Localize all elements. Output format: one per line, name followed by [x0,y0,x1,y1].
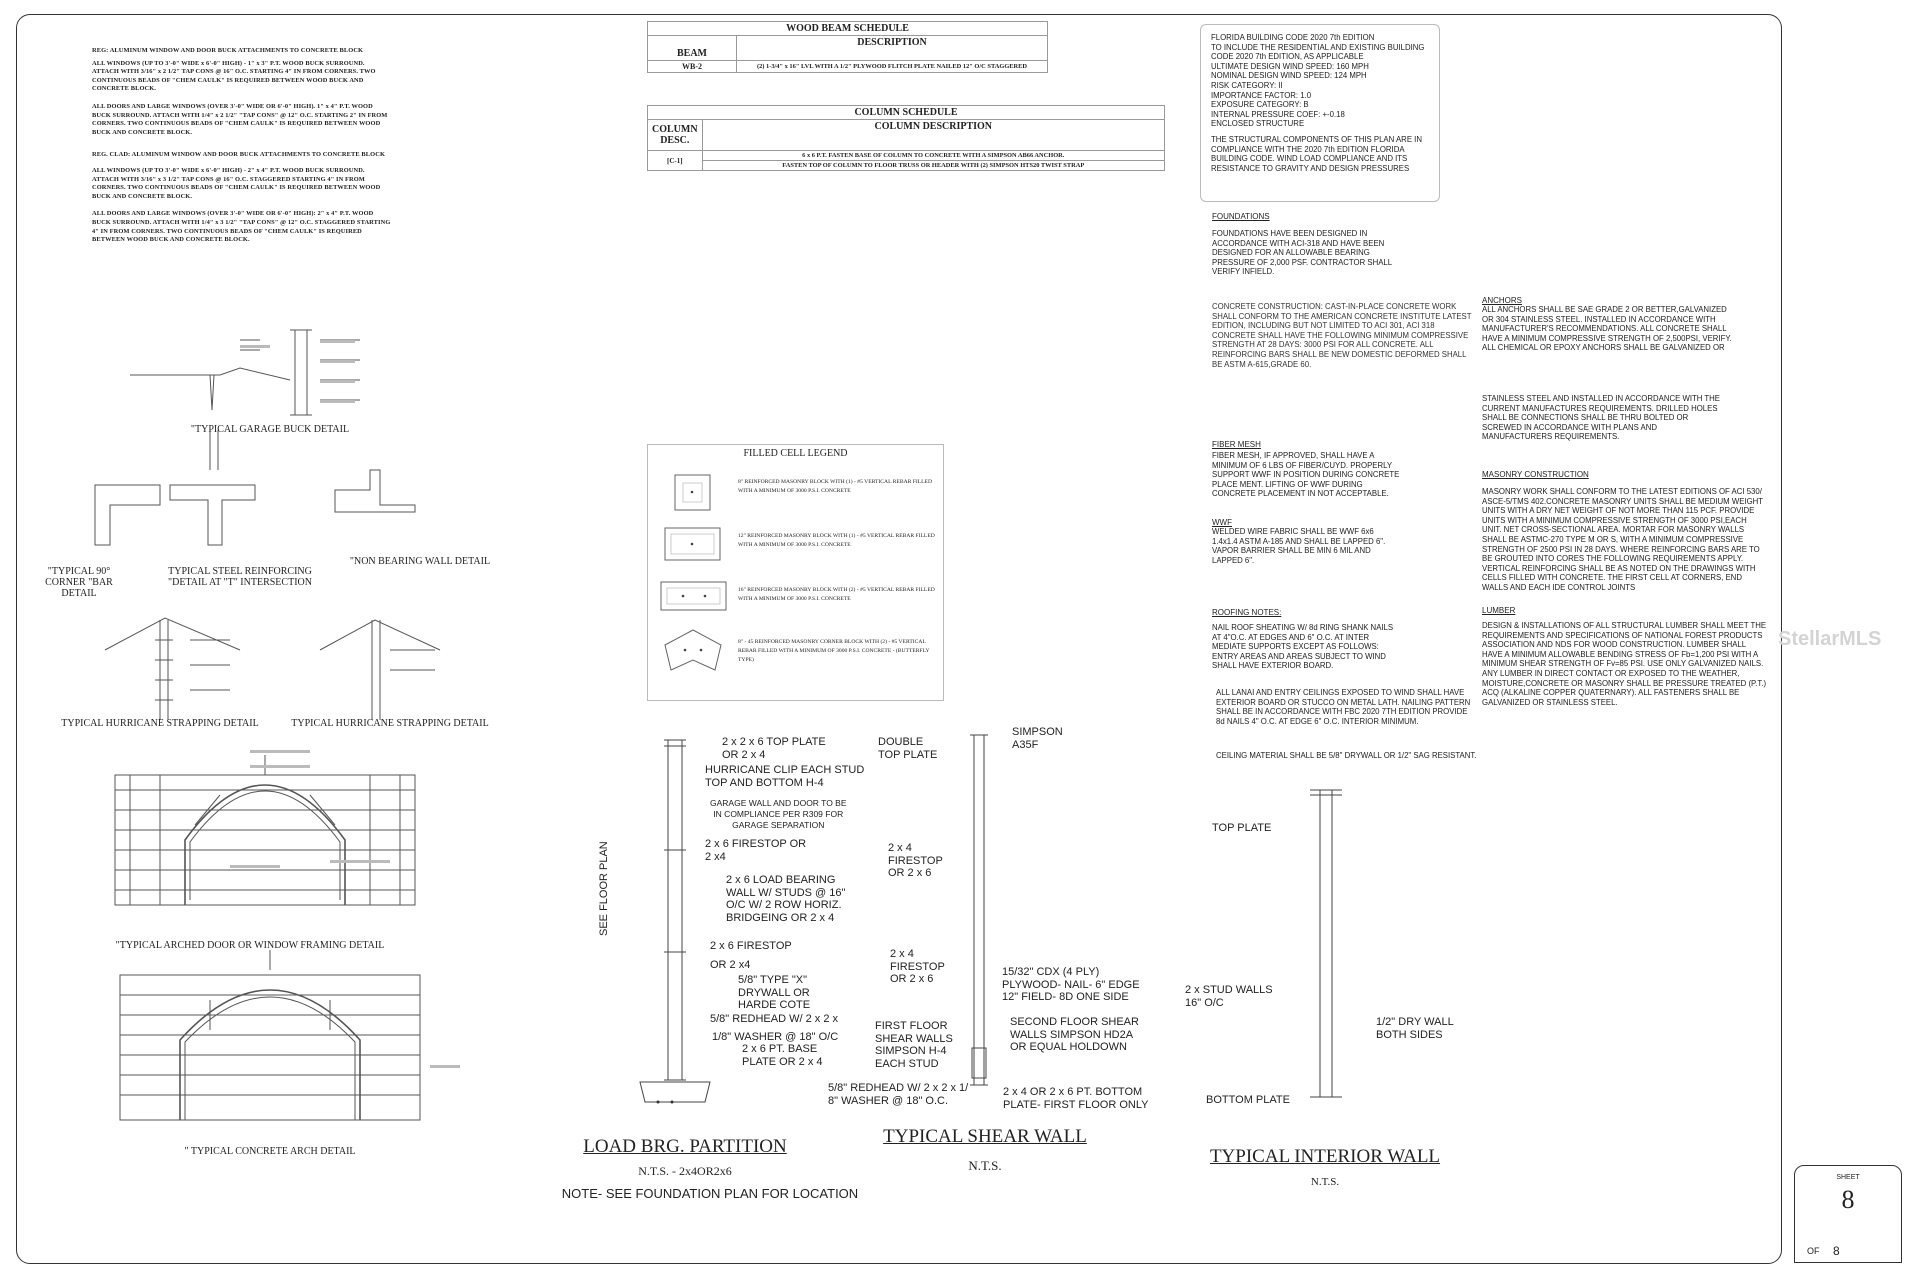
fiber-mesh-notes [1212,440,1402,499]
note-para-3: ALL WINDOWS (UP TO 3'-0" WIDE x 6'-0" HIGH) - 2" x 4" P.T. WOOD BUCK SURROUND. ATTACH WITH 3/16" x 3 1/2" TAP CONS @ 16" O.C. STAGGERED STARTING 4" IN FROM CORNERS. TWO CONTINUOUS BEADS OF "CHEM CAULK" IS REQUIRED BETWEEN WOOD BUCK AND CONCRETE BLOCK. [92,166,381,200]
masonry-text: MASONRY WORK SHALL CONFORM TO THE LATEST EDITIONS OF ACI 530/ ASCE-5/TMS 402.CONCRETE MASONRY UNITS SHALL BE MEDIUM WEIGHT UNITS WITH A DRY NET WEIGHT OF NOT MORE THAN 115 PCF. PROVIDE UNITS WITH A MINIMUM COMPRESSIVE STRENGTH OF 3000 PSI,EACH UNIT. NET CROSS-SECTIONAL AREA. MORTAR FOR MASONRY WALLS SHALL BE ASTMC-270 TYPE M OR S, WITH A MINIMUM COMPRESSIVE STRENGTH OF 2500 PSI IN 28 DAYS. WHERE REINFORCING BARS ARE TO BE GROUTED INTO CORES THE FOLLOWING REQUIREMENTS APPLY. VERTICAL REINFORCING SHALL BE AS NOTED ON THE DRAWINGS WITH CELLS FILLED WITH CONCRETE. THE FIRST CELL AT CORNERS, END WALLS AND EACH IDE CONTROL JOINTS [1482,487,1763,592]
shear-wall-drawing [960,730,1000,1110]
roofing-heading: ROOFING NOTES: [1212,608,1282,617]
roofing-notes [1212,608,1402,671]
lb-label-redhead: 5/8" REDHEAD W/ 2 x 2 x [710,1013,838,1025]
load-brg-subtitle: N.T.S. - 2x4OR2x6 [638,1164,732,1178]
column-schedule-title: COLUMN SCHEDULE [648,106,1165,120]
sheet-total: 8 [1833,1244,1840,1258]
sw-label-firestop-1: 2 x 4 FIRESTOP OR 2 x 6 [888,842,943,879]
caption-garage-buck: "TYPICAL GARAGE BUCK DETAIL [190,424,350,435]
lumber-notes [1482,606,1767,707]
caption-arched-framing: "TYPICAL ARCHED DOOR OR WINDOW FRAMING DETAIL [115,940,385,951]
note-title-1: REG: ALUMINUM WINDOW AND DOOR BUCK ATTACHMENTS TO CONCRETE BLOCK [92,47,364,54]
concrete-text: CONCRETE CONSTRUCTION: CAST-IN-PLACE CONCRETE WORK SHALL CONFORM TO THE AMERICAN CONCRETE INSTITUTE LATEST EDITION, INCLUDING BUT NOT LIMITED TO ACI 301, ACI 318 CONCRETE SHALL HAVE THE FOLLOWING MINIMUM COMPRESSIVE STRENGTH AT 28 DAYS: 3000 PSI FOR ALL CONCRETE. ALL REINFORCING BARS SHALL BE NEW DOMESTIC DEFORMED SHALL BE ASTM A-615,GRADE 60. [1212,302,1472,369]
sw-label-top-plate: DOUBLE TOP PLATE [878,736,938,761]
code-line-9: INTERNAL PRESSURE COEF: +-0.18 [1211,109,1345,119]
lb-label-load-bearing: 2 x 6 LOAD BEARING WALL W/ STUDS @ 16" O/C W/ 2 ROW HORIZ. BRIDGEING OR 2 x 4 [726,874,846,924]
lb-label-drywall: 5/8" TYPE "X" DRYWALL OR HARDE COTE [738,974,811,1011]
load-brg-title: LOAD BRG. PARTITION [583,1136,787,1157]
caption-corner-bar: "TYPICAL 90° CORNER "BAR DETAIL [45,566,113,599]
sw-label-plywood: 15/32" CDX (4 PLY) PLYWOOD- NAIL- 6" EDGE 12" FIELD- 8D ONE SIDE [1002,966,1140,1003]
wood-beam-schedule [647,21,1048,73]
col-beam-header: BEAM [648,36,737,61]
sw-label-bottom-plate: 2 x 4 OR 2 x 6 PT. BOTTOM PLATE- FIRST FLOOR ONLY [1003,1086,1149,1111]
code-line-5: NOMINAL DESIGN WIND SPEED: 124 MPH [1211,71,1367,81]
code-line-10: ENCLOSED STRUCTURE [1211,119,1305,129]
code-line-3: CODE 2020 7th EDITION, AS APPLICABLE [1211,52,1364,62]
column-line-2: FASTEN TOP OF COLUMN TO FLOOR TRUSS OR HEADER WITH (2) SIMPSON HTS20 TWIST STRAP [702,161,1164,171]
lb-label-washer: 1/8" WASHER @ 18" O/C [712,1031,839,1043]
interior-wall-title: TYPICAL INTERIOR WALL [1209,1146,1441,1167]
beam-id: WB-2 [648,61,737,73]
iw-label-dry-wall: 1/2" DRY WALL BOTH SIDES [1376,1016,1454,1041]
interior-wall-drawing [1300,785,1360,1105]
lb-label-garage: GARAGE WALL AND DOOR TO BE IN COMPLIANCE PER R309 FOR GARAGE SEPARATION [710,798,847,830]
code-statement: THE STRUCTURAL COMPONENTS OF THIS PLAN ARE IN COMPLIANCE WITH THE 2020 7th EDITION FLORIDA BUILDING CODE. WIND LOAD COMPLIANCE AND ITS RESISTANCE TO GRAVITY AND DESIGN PRESSURES [1211,134,1422,173]
masonry-notes [1482,470,1767,593]
note-para-1: ALL WINDOWS (UP TO 3'-0" WIDE x 6'-0" HIGH) - 1" x 3" P.T. WOOD BUCK SURROUND. ATTACH WITH 3/16" x 2 1/2" TAP CONS @ 16" O.C. STARTING 4" IN FROM CORNERS. TWO CONTINUOUS BEADS OF "CHEM CAULK" IS REQUIRED BETWEEN WOOD BUCK AND CONCRETE BLOCK. [92,59,376,93]
anchors-heading: ANCHORS [1482,296,1523,305]
caption-concrete-arch: " TYPICAL CONCRETE ARCH DETAIL [184,1146,356,1157]
col-description-header-2: COLUMN DESCRIPTION [702,120,1164,151]
lb-label-firestop-2: 2 x 6 FIRESTOP [710,940,792,952]
lumber-heading: LUMBER [1482,606,1516,615]
legend-item-3: 16" REINFORCED MASONRY BLOCK WITH (2) - #5 VERTICAL REBAR FILLED WITH A MINIMUM OF 3000 P.S.I. CONCRETE [738,587,935,602]
legend-item-1: 8" REINFORCED MASONRY BLOCK WITH (1) - #5 VERTICAL REBAR FILLED WITH A MINIMUM OF 3000 P.S.I. CONCRETE [738,479,932,494]
stainless-text: STAINLESS STEEL AND INSTALLED IN ACCORDANCE WITH THE CURRENT MANUFACTURES REQUIREMENTS. DRILLED HOLES SHALL BE CONNECTIONS SHALL BE THRU BOLTED OR SCREWED IN ACCORDANCE WITH PLANS AND MANUFACTURERS REQUIREMENTS. [1482,394,1720,442]
shear-wall-title: TYPICAL SHEAR WALL [883,1126,1087,1147]
foundations-heading: FOUNDATIONS [1212,212,1270,221]
sw-label-redhead: 5/8" REDHEAD W/ 2 x 2 x 1/ 8" WASHER @ 18" O.C. [828,1082,969,1107]
anchors-text: ALL ANCHORS SHALL BE SAE GRADE 2 OR BETTER,GALVANIZED OR 304 STAINLESS STEEL. INSTALLED IN ACCORDANCE WITH MANUFACTURER'S RECOMMENDATIONS. ALL CONCRETE SHALL HAVE A MINIMUM COMPRESSIVE STRENGTH OF 2,500PSI, VERIFY. ALL CHEMICAL OR EPOXY ANCHORS SHALL BE GALVANIZED OR [1482,305,1732,353]
wwf-text: WELDED WIRE FABRIC SHALL BE WWF 6x6 1.4x1.4 ASTM A-185 AND SHALL BE LAPPED 6". VAPOR BARRIER SHALL BE MIN 6 MIL AND LAPPED 6". [1212,527,1386,565]
lumber-text: DESIGN & INSTALLATIONS OF ALL STRUCTURAL LUMBER SHALL MEET THE REQUIREMENTS AND SPECIFICATIONS OF NATIONAL FOREST PRODUCTS ASSOCIATION AND NDS FOR WOOD CONSTRUCTION. LUMBER SHALL HAVE A MINIMUM ALLOWABLE BENDING STRESS OF Fb=1,200 PSI WITH A MINIMUM SHEAR STRENGTH OF Fv=85 PSI. USE ONLY GALVANIZED NAILS. ANY LUMBER IN DIRECT CONTACT OR EXPOSED TO THE WEATHER, MOISTURE,CONCRETE OR MASONRY SHALL BE PRESSURE TREATED (P.T.) ACQ (ALKALINE COPPER QUATERNARY). ALL FASTENERS SHALL BE GALVANIZED OR STAINLESS STEEL. [1482,621,1767,707]
building-code-box [1200,24,1440,202]
ceiling-text: CEILING MATERIAL SHALL BE 5/8" DRYWALL OR 1/2" SAG RESISTANT. [1216,751,1477,760]
column-id: [C-1] [648,151,703,171]
see-floor-plan-label: SEE FLOOR PLAN [598,841,610,936]
caption-hurricane-2: TYPICAL HURRICANE STRAPPING DETAIL [291,718,489,729]
iw-label-top-plate: TOP PLATE [1212,822,1272,834]
code-line-2: TO INCLUDE THE RESIDENTIAL AND EXISTING BUILDING [1211,42,1425,52]
sw-label-second-floor: SECOND FLOOR SHEAR WALLS SIMPSON HD2A OR EQUAL HOLDOWN [1010,1016,1139,1053]
iw-label-bottom-plate: BOTTOM PLATE [1206,1094,1290,1106]
masonry-heading: MASONRY CONSTRUCTION [1482,470,1589,479]
sw-label-firestop-2: 2 x 4 FIRESTOP OR 2 x 6 [890,948,945,985]
column-schedule [647,105,1165,171]
wwf-notes [1212,518,1392,565]
legend-item-2: 12" REINFORCED MASONRY BLOCK WITH (1) - #5 VERTICAL REBAR FILLED WITH A MINIMUM OF 3000 P.S.I. CONCRETE [738,533,935,548]
note-title-2: REG. CLAD: ALUMINUM WINDOW AND DOOR BUCK ATTACHMENTS TO CONCRETE BLOCK [92,151,386,159]
iw-label-stud-walls: 2 x STUD WALLS 16" O/C [1185,984,1273,1009]
beam-description: (2) 1-3/4" x 16" LVL WITH A 1/2" PLYWOOD FLITCH PLATE NAILED 12" O/C STAGGERED [737,61,1048,73]
shear-wall-subtitle: N.T.S. [968,1158,1002,1173]
lb-label-hurricane-clip: HURRICANE CLIP EACH STUD TOP AND BOTTOM H-4 [705,764,865,789]
note-para-4: ALL DOORS AND LARGE WINDOWS (OVER 3'-0" WIDE OR 6'-0" HIGH): 2" x 4" P.T. WOOD BUCK SURROUND. ATTACH WITH 1/4" x 3 1/2" "TAP CONS" @ 12" O.C. STAGGERED STARTING 4" IN FROM CORNERS. TWO CONTINUOUS BEADS OF "CHEM CAULK" IS REQUIRED BETWEEN WOOD BUCK AND CONCRETE BLOCK. [92,210,391,244]
code-line-1: FLORIDA BUILDING CODE 2020 7th EDITION [1211,33,1375,42]
wwf-heading: WWF [1212,518,1232,527]
fiber-text: FIBER MESH, IF APPROVED, SHALL HAVE A MINIMUM OF 6 LBS OF FIBER/CUYD. PROPERLY SUPPORT WWF IN POSITION DURING CONCRETE PLACE MENT. LIFTING OF WWF DURING CONCRETE PLACEMENT IN NOT ACCEPTABLE. [1212,451,1400,499]
legend-title: FILLED CELL LEGEND [743,448,848,459]
spec-notes-left [1212,212,1402,277]
col-desc-header: COLUMN DESC. [648,120,703,151]
sw-label-simpson: SIMPSON A35F [1012,726,1063,751]
sw-label-first-floor: FIRST FLOOR SHEAR WALLS SIMPSON H-4 EACH STUD [875,1020,953,1070]
code-line-7: IMPORTANCE FACTOR: 1.0 [1211,90,1312,100]
left-details-drawing [90,320,490,1150]
foundations-text: FOUNDATIONS HAVE BEEN DESIGNED IN ACCORDANCE WITH ACI-318 AND HAVE BEEN DESIGNED FOR AN ALLOWABLE BEARING PRESSURE OF 2,000 PSF. CONTRACTOR SHALL VERIFY INFIELD. [1212,229,1392,277]
load-brg-note: NOTE- SEE FOUNDATION PLAN FOR LOCATION [561,1186,859,1201]
lb-label-top-plate: 2 x 2 x 6 TOP PLATE OR 2 x 4 [722,736,826,761]
caption-hurricane-1: TYPICAL HURRICANE STRAPPING DETAIL [61,718,259,729]
code-line-4: ULTIMATE DESIGN WIND SPEED: 160 MPH [1211,61,1369,71]
code-line-6: RISK CATEGORY: II [1211,80,1283,90]
wood-beam-title: WOOD BEAM SCHEDULE [648,22,1048,36]
legend-block-symbols [655,470,745,690]
note-para-2: ALL DOORS AND LARGE WINDOWS (OVER 3'-0" WIDE OR 6'-0" HIGH). 1" x 4" P.T. WOOD BUCK SURROUND. ATTACH WITH 1/4" x 2 1/2" "TAP CONS" @ 12" O.C. STARTING 2" IN FROM CORNERS. TWO CONTINUOUS BEADS OF "CHEM CAULK" IS REQUIRED BETWEEN WOOD BUCK AND CONCRETE BLOCK. [92,102,388,136]
watermark: StellarMLS [1778,628,1882,650]
fiber-heading: FIBER MESH [1212,440,1261,449]
lb-label-base-plate: 2 x 6 PT. BASE PLATE OR 2 x 4 [742,1043,823,1068]
interior-wall-subtitle: N.T.S. [1310,1176,1340,1188]
sheet-number-block [1794,1165,1902,1263]
code-line-8: EXPOSURE CATEGORY: B [1211,100,1309,110]
roofing-text: NAIL ROOF SHEATING W/ 8d RING SHANK NAILS AT 4"O.C. AT EDGES AND 6" O.C. AT INTER MEDIATE SUPPORTS EXCEPT AS FOLLOWS: ENTRY AREAS AND AREAS SUBJECT TO WIND SHALL HAVE EXTERIOR BOARD. [1212,623,1394,671]
general-notes [92,47,392,245]
caption-steel-reinforcing: TYPICAL STEEL REINFORCING "DETAIL AT "T" INTERSECTION [168,566,312,588]
lb-label-firestop-1: 2 x 6 FIRESTOP OR 2 x4 [705,838,807,863]
lb-label-firestop-3: OR 2 x4 [710,959,751,971]
spec-notes-right [1482,296,1737,353]
legend-item-4: 8" - 45 REINFORCED MASONRY CORNER BLOCK WITH (2) - #5 VERTICAL REBAR FILLED WITH A MINIMUM OF 3000 P.S.I. CONCRETE - (BUTTERFLY TYPE) [738,639,930,663]
col-description-header: DESCRIPTION [737,36,1048,61]
column-line-1: 6 x 6 P.T. FASTEN BASE OF COLUMN TO CONCRETE WITH A SIMPSON AB66 ANCHOR. [702,151,1164,161]
caption-non-bearing: "NON BEARING WALL DETAIL [349,556,491,567]
lanai-text: ALL LANAI AND ENTRY CEILINGS EXPOSED TO WIND SHALL HAVE EXTERIOR BOARD OR STUCCO ON METAL LATH. NAILING PATTERN SHALL BE IN ACCORDANCE WITH FBC 2020 7TH EDITION PROVIDE 8d NAILS 4" O.C. AT EDGE 6" O.C. INTERIOR MINIMUM. [1216,688,1471,726]
sheet-label: SHEET [1836,1174,1860,1181]
sheet-number: 8 [1841,1185,1855,1214]
sheet-of-label: OF [1807,1246,1820,1256]
